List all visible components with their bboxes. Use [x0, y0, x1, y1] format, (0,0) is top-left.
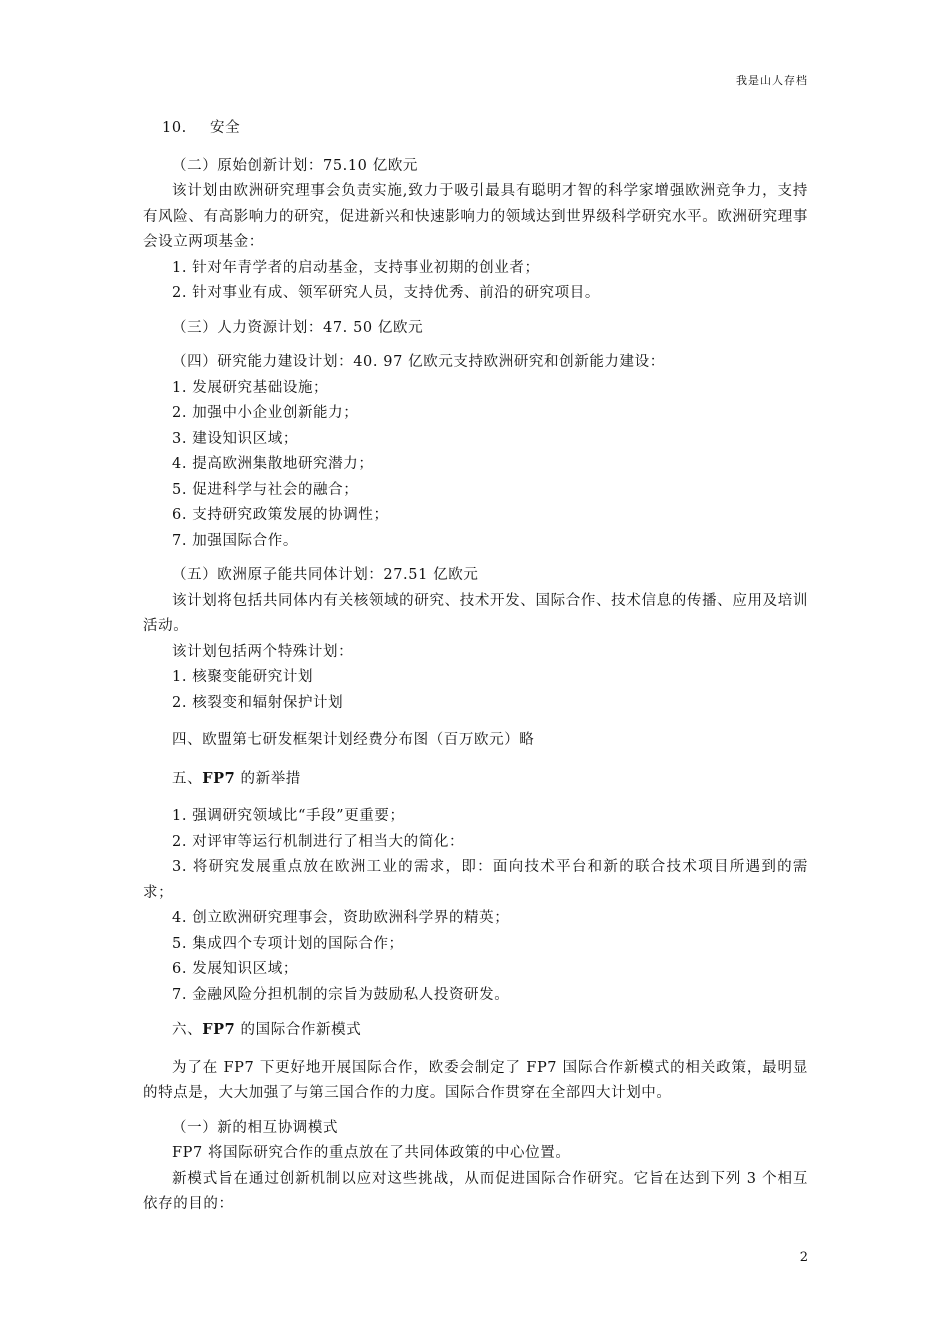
section-5-item-3: 3. 将研究发展重点放在欧洲工业的需求，即：面向技术平台和新的联合技术项目所遇到的需求； — [143, 859, 808, 901]
euratom-paragraph: 该计划将包括共同体内有关核领域的研究、技术开发、国际合作、技术信息的传播、应用及培训活动。 — [143, 592, 808, 634]
coordination-paragraph-2: 新模式旨在通过创新机制以应对这些挑战，从而促进国际合作研究。它旨在达到下列 3 个相互依存的目的： — [143, 1170, 808, 1212]
section-5-item-5: 5. 集成四个专项计划的国际合作； — [172, 935, 404, 952]
section-4-heading: 四、欧盟第七研发框架计划经费分布图（百万欧元）略 — [172, 732, 535, 748]
capacities-item-7: 7. 加强国际合作。 — [172, 532, 298, 549]
ideas-item-2: 2. 针对事业有成、领军研究人员，支持优秀、前沿的研究项目。 — [172, 285, 600, 301]
euratom-item-1: 1. 核聚变能研究计划 — [172, 669, 314, 685]
capacities-item-4: 4. 提高欧洲集散地研究潜力； — [172, 456, 374, 472]
section-5-item-2: 2. 对评审等运行机制进行了相当大的简化： — [172, 833, 465, 850]
people-heading: （三）人力资源计划：47. 50 亿欧元 — [172, 319, 424, 336]
section-10-line — [143, 116, 808, 142]
ideas-paragraph: 该计划由欧洲研究理事会负责实施,致力于吸引最具有聪明才智的科学家增强欧洲竞争力，支持有风险、有高影响力的研究，促进新兴和快速影响力的领域达到世界级科学研究水平。欧洲研究理事会设立两项基金： — [143, 183, 808, 250]
ideas-item-1: 1. 针对年青学者的启动基金，支持事业初期的创业者； — [172, 259, 540, 276]
page-number: 2 — [799, 1250, 808, 1265]
capacities-item-5: 5. 促进科学与社会的融合； — [172, 481, 359, 498]
coordination-paragraph-1: FP7 将国际研究合作的重点放在了共同体政策的中心位置。 — [172, 1145, 571, 1161]
euratom-paragraph-2: 该计划包括两个特殊计划： — [172, 643, 354, 660]
capacities-item-6: 6. 支持研究政策发展的协调性； — [172, 507, 389, 523]
coordination-heading: （一）新的相互协调模式 — [172, 1119, 339, 1136]
section-5-heading-bold: FP7 — [202, 769, 236, 787]
section-10-title: 安全 — [210, 120, 241, 136]
section-5-item-1: 1. 强调研究领域比“手段”更重要； — [172, 808, 405, 824]
capacities-heading: （四）研究能力建设计划：40. 97 亿欧元支持欧洲研究和创新能力建设： — [172, 354, 665, 370]
page-header-archive-label: 我是山人存档 — [736, 74, 808, 87]
capacities-item-3: 3. 建设知识区域； — [172, 430, 298, 447]
euratom-heading: （五）欧洲原子能共同体计划：27.51 亿欧元 — [172, 567, 479, 583]
section-5-heading — [143, 766, 808, 793]
ideas-heading: （二）原始创新计划：75.10 亿欧元 — [172, 157, 419, 174]
section-6-paragraph: 为了在 FP7 下更好地开展国际合作，欧委会制定了 FP7 国际合作新模式的相关政策，最明显的特点是，大大加强了与第三国合作的力度。国际合作贯穿在全部四大计划中。 — [143, 1059, 808, 1101]
section-6-heading-suffix: 的国际合作新模式 — [235, 1022, 362, 1038]
section-5-item-7: 7. 金融风险分担机制的宗旨为鼓励私人投资研发。 — [172, 986, 510, 1003]
section-6-heading-prefix: 六、 — [172, 1022, 203, 1038]
section-5-heading-suffix: 的新举措 — [235, 770, 301, 787]
euratom-item-2: 2. 核裂变和辐射保护计划 — [172, 694, 344, 711]
capacities-item-2: 2. 加强中小企业创新能力； — [172, 405, 359, 421]
section-5-item-4: 4. 创立欧洲研究理事会，资助欧洲科学界的精英； — [172, 910, 510, 926]
capacities-item-1: 1. 发展研究基础设施； — [172, 379, 329, 396]
section-5-item-6: 6. 发展知识区域； — [172, 961, 298, 977]
section-6-heading-bold: FP7 — [202, 1021, 236, 1038]
section-6-heading — [143, 1017, 808, 1044]
section-10-number: 10. — [162, 120, 187, 136]
section-5-heading-prefix: 五、 — [172, 770, 203, 787]
document-body — [143, 116, 808, 1218]
